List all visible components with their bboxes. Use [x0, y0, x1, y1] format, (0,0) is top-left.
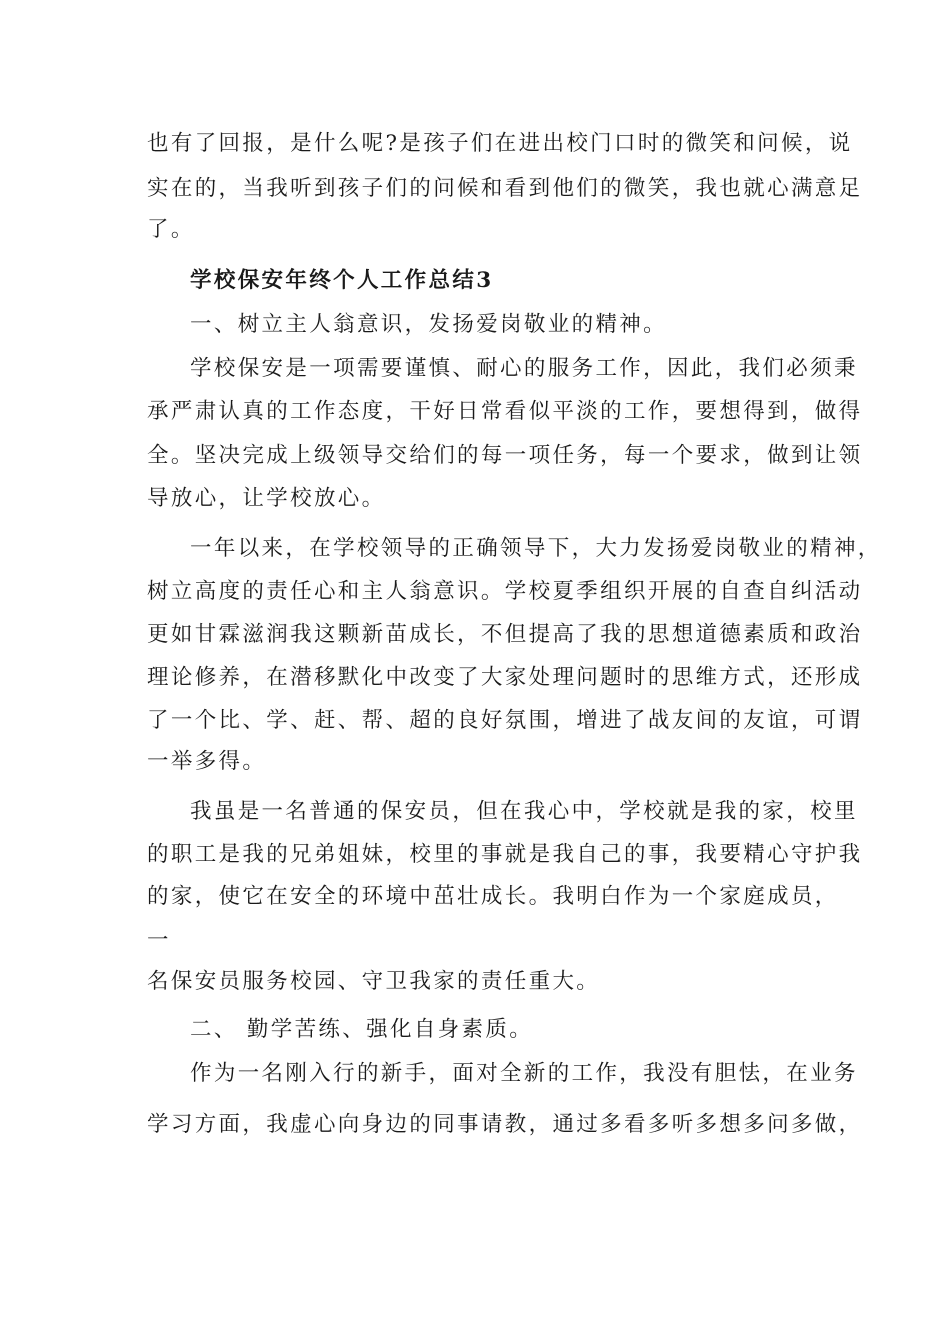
section-heading: 学校保安年终个人工作总结3 — [190, 268, 494, 293]
text-line: 实在的，当我听到孩子们的问候和看到他们的微笑，我也就心满意足 — [147, 176, 863, 201]
text-line: 更如甘霖滋润我这颗新苗成长，不但提高了我的思想道德素质和政治 — [147, 622, 863, 647]
text-line: 树立高度的责任心和主人翁意识。学校夏季组织开展的自查自纠活动 — [147, 579, 863, 604]
text-line: 一年以来，在学校领导的正确领导下，大力发扬爱岗敬业的精神， — [190, 536, 882, 561]
text-line: 也有了回报，是什么呢?是孩子们在进出校门口时的微笑和问候，说 — [147, 131, 853, 156]
text-line: 我虽是一名普通的保安员，但在我心中，学校就是我的家，校里 — [190, 799, 858, 824]
text-line: 学习方面，我虚心向身边的同事请教，通过多看多听多想多问多做， — [147, 1112, 863, 1137]
text-line: 理论修养，在潜移默化中改变了大家处理问题时的思维方式，还形成 — [147, 665, 863, 690]
text-line: 学校保安是一项需要谨慎、耐心的服务工作，因此，我们必须秉 — [190, 356, 858, 381]
text-line: 导放心，让学校放心。 — [147, 486, 386, 511]
text-line: 作为一名刚入行的新手，面对全新的工作，我没有胆怯，在业务 — [190, 1061, 858, 1086]
text-line: 的职工是我的兄弟姐妹，校里的事就是我自己的事，我要精心守护我 — [147, 842, 863, 867]
text-line: 一 — [147, 928, 171, 953]
text-line: 全。坚决完成上级领导交给们的每一项任务，每一个要求，做到让领 — [147, 443, 863, 468]
text-line: 了。 — [147, 217, 195, 242]
text-line: 了一个比、学、赶、帮、超的良好氛围，增进了战友间的友谊，可谓 — [147, 708, 863, 733]
text-line: 的家，使它在安全的环境中茁壮成长。我明白作为一个家庭成员， — [147, 884, 839, 909]
subheading: 一、树立主人翁意识，发扬爱岗敬业的精神。 — [190, 312, 668, 337]
text-line: 承严肃认真的工作态度，干好日常看似平淡的工作，要想得到，做得 — [147, 399, 863, 424]
text-line: 名保安员服务校园、守卫我家的责任重大。 — [147, 969, 601, 994]
subheading: 二、 勤学苦练、强化自身素质。 — [190, 1017, 534, 1042]
text-line: 一举多得。 — [147, 749, 267, 774]
